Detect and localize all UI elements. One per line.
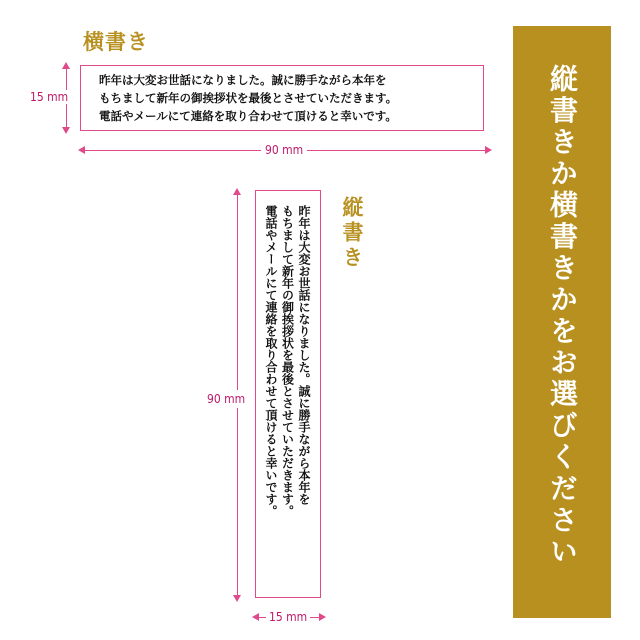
vertical-line-1: 昨年は大変お世話になりました。誠に勝手ながら本年を [297, 205, 311, 505]
vertical-width-label: 15 mm [266, 610, 310, 624]
instruction-banner [513, 26, 611, 618]
vertical-sample-box [255, 190, 321, 598]
horizontal-height-dimension [30, 60, 75, 136]
horizontal-line-2: もちまして新年の御挨拶状を最後とさせていただきます。 [99, 91, 398, 105]
vertical-height-label: 90 mm [207, 392, 246, 406]
horizontal-heading: 横書き [83, 30, 149, 54]
vertical-line-2: もちまして新年の御挨拶状を最後とさせていただきます。 [280, 205, 295, 517]
banner-text: 縦書きか横書きかをお選びください [546, 64, 579, 568]
arrow-right-icon [485, 146, 492, 154]
vertical-width-dimension [252, 608, 326, 628]
banner-text-wrap [513, 64, 611, 604]
horizontal-width-label: 90 mm [261, 143, 307, 157]
horizontal-width-dimension [78, 141, 492, 161]
horizontal-height-label: 15 mm [30, 90, 69, 104]
vertical-line-3: 電話やメールにて連絡を取り合わせて頂けると幸いです。 [264, 205, 278, 517]
horizontal-sample-box [80, 65, 484, 131]
arrow-up-icon [233, 188, 241, 195]
vertical-heading: 縦書き [340, 196, 364, 271]
horizontal-line-3: 電話やメールにて連絡を取り合わせて頂けると幸いです。 [99, 109, 397, 123]
arrow-down-icon [233, 595, 241, 602]
arrow-right-icon [319, 613, 326, 621]
horizontal-line-1: 昨年は大変お世話になりました。誠に勝手ながら本年を [99, 73, 387, 87]
arrow-left-icon [78, 146, 85, 154]
arrow-up-icon [62, 62, 70, 69]
arrow-left-icon [252, 613, 259, 621]
vertical-text-columns [263, 205, 313, 595]
vertical-height-dimension [205, 186, 255, 604]
arrow-down-icon [62, 127, 70, 134]
